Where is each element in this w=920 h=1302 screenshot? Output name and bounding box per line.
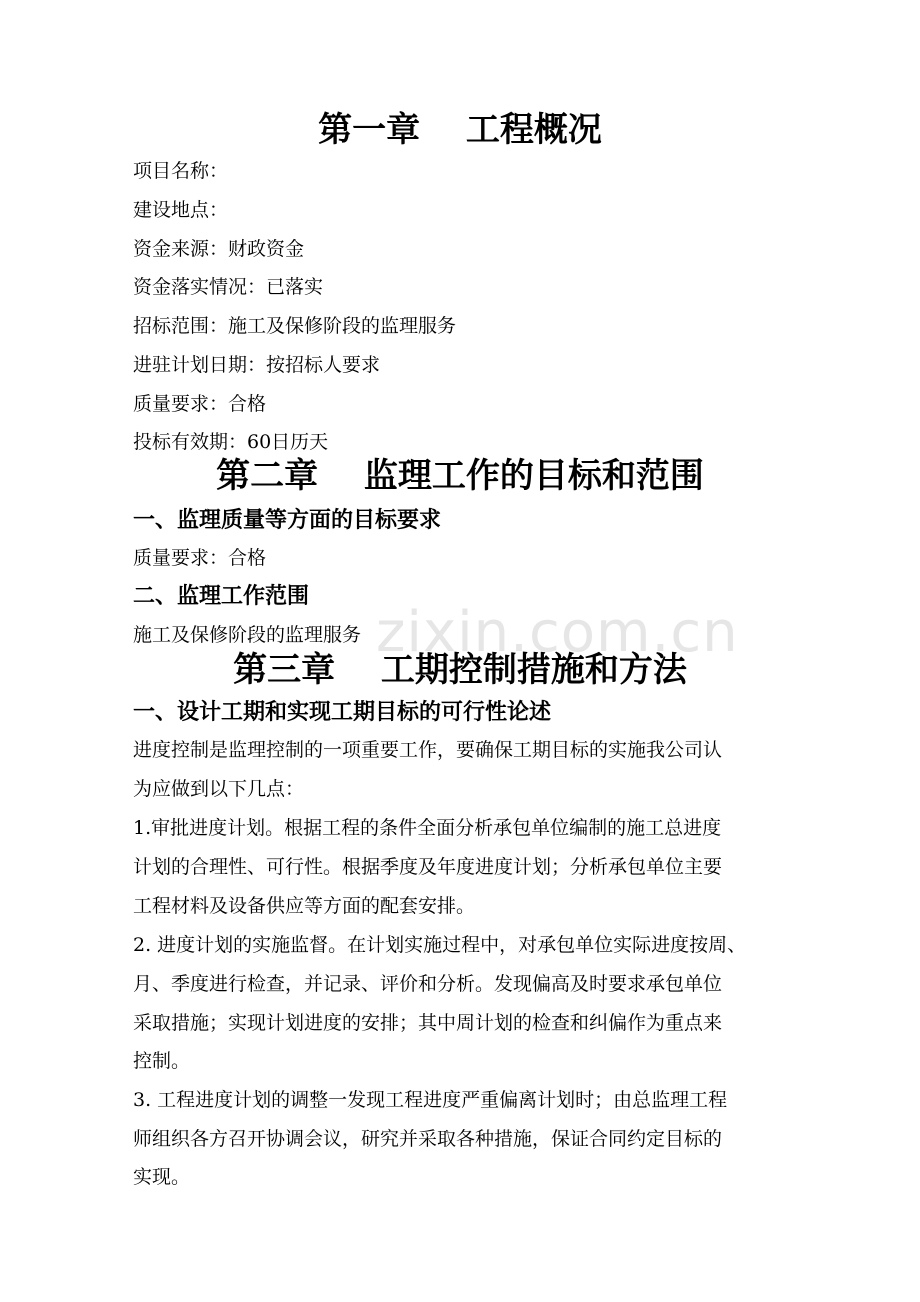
paragraph-line: 为应做到以下几点： xyxy=(133,778,305,800)
paragraph-line: 实现。 xyxy=(133,1166,191,1188)
chapter-1-title: 第一章 工程概况 xyxy=(318,110,602,150)
funding-source-line: 资金来源：财政资金 xyxy=(133,238,305,260)
quality-requirement-line: 质量要求：合格 xyxy=(133,393,267,415)
paragraph-line: 进度控制是监理控制的一项重要工作，要确保工期目标的实施我公司认 xyxy=(133,739,723,761)
construction-site-line: 建设地点： xyxy=(133,199,229,221)
paragraph-line: 3. 工程进度计划的调整一发现工程进度严重偏离计划时；由总监理工程 xyxy=(133,1089,728,1111)
paragraph-line: 月、季度进行检查，并记录、评价和分析。发现偏高及时要求承包单位 xyxy=(133,973,723,995)
chapter-2-section-2-heading: 二、监理工作范围 xyxy=(133,583,310,609)
paragraph-line: 采取措施；实现计划进度的安排；其中周计划的检查和纠偏作为重点来 xyxy=(133,1012,723,1034)
paragraph-line: 师组织各方召开协调会议，研究并采取各种措施，保证合同约定目标的 xyxy=(133,1128,723,1150)
chapter-2-section-1-text: 质量要求：合格 xyxy=(133,547,267,569)
bid-scope-line: 招标范围：施工及保修阶段的监理服务 xyxy=(133,315,457,337)
chapter-2-section-2-text: 施工及保修阶段的监理服务 xyxy=(133,624,362,646)
chapter-3-title: 第三章 工期控制措施和方法 xyxy=(233,650,687,690)
chapter-2-title: 第二章 监理工作的目标和范围 xyxy=(216,456,704,496)
paragraph-line: 计划的合理性、可行性。根据季度及年度进度计划；分析承包单位主要 xyxy=(133,856,723,878)
paragraph-line: 控制。 xyxy=(133,1050,191,1072)
entry-date-line: 进驻计划日期：按招标人要求 xyxy=(133,354,381,376)
paragraph-line: 工程材料及设备供应等方面的配套安排。 xyxy=(133,895,476,917)
paragraph-line: 1.审批进度计划。根据工程的条件全面分析承包单位编制的施工总进度 xyxy=(133,817,722,839)
chapter-3-section-1-heading: 一、设计工期和实现工期目标的可行性论述 xyxy=(133,699,552,725)
funding-status-line: 资金落实情况：已落实 xyxy=(133,276,324,298)
paragraph-line: 2. 进度计划的实施监督。在计划实施过程中，对承包单位实际进度按周、 xyxy=(133,934,747,956)
bid-validity-line: 投标有效期：60日历天 xyxy=(133,431,329,453)
chapter-2-section-1-heading: 一、监理质量等方面的目标要求 xyxy=(133,507,442,533)
project-name-line: 项目名称： xyxy=(133,160,229,182)
watermark: zixin.com.cn xyxy=(376,600,739,665)
